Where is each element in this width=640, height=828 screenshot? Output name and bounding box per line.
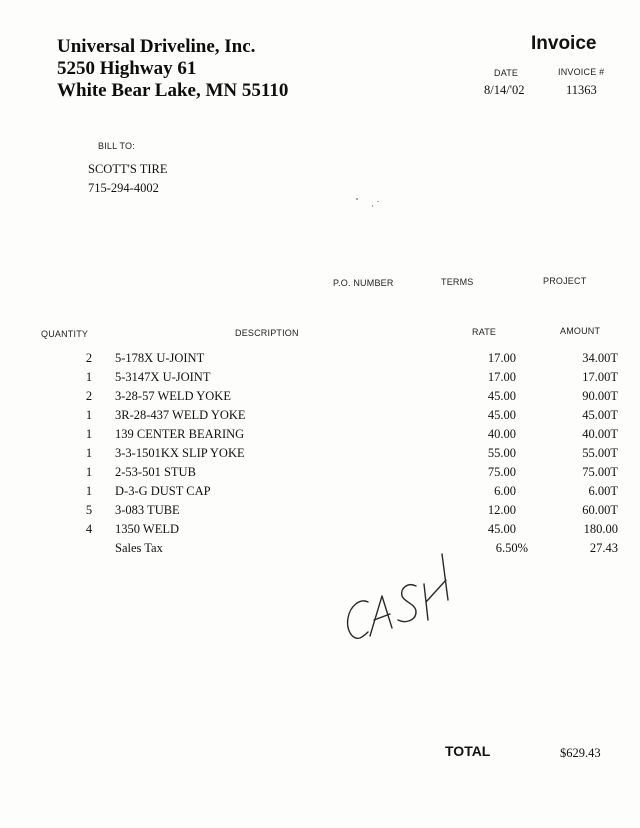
line-item-amount: 55.00T [582,446,618,460]
line-item-description: 3-3-1501KX SLIP YOKE [115,446,245,460]
line-item-rate: 6.00 [494,484,516,498]
line-item-description: 5-3147X U-JOINT [115,370,211,384]
line-item-qty: 2 [85,351,93,365]
line-item-qty: 4 [85,522,93,536]
line-item-rate: 45.00 [487,522,516,536]
line-item-qty: 1 [85,370,93,384]
line-item-row [0,446,640,465]
line-item-rate: 17.00 [487,370,516,384]
company-name: Universal Driveline, Inc. [57,36,256,57]
line-item-qty: 5 [85,503,93,517]
po-number-header: P.O. NUMBER [333,278,394,288]
line-item-description: 5-178X U-JOINT [115,351,205,365]
total-label: TOTAL [445,743,491,759]
line-item-qty: 2 [85,389,93,403]
invoice-number: 11363 [566,83,597,97]
line-item-description: 3-083 TUBE [115,503,180,517]
line-item-row [0,389,640,408]
line-item-rate: 17.00 [487,351,516,365]
line-item-description: 139 CENTER BEARING [115,427,245,441]
date-label: DATE [494,68,519,78]
invoice-date: 8/14/'02 [484,83,525,97]
project-header: PROJECT [543,276,587,286]
cash-letter-c [348,601,368,638]
line-item-rate: 40.00 [487,427,516,441]
handwritten-cash-note [330,540,470,650]
line-item-row [0,503,640,522]
sales-tax-amount: 27.43 [589,541,618,555]
scan-speck [372,205,373,207]
line-item-qty: 1 [85,446,93,460]
line-item-description: 1350 WELD [115,522,179,536]
line-item-row [0,408,640,427]
line-item-description: D-3-G DUST CAP [115,484,211,498]
line-item-rate: 45.00 [487,408,516,422]
bill-to-label: BILL TO: [98,141,135,151]
invoice-number-label: INVOICE # [558,67,605,77]
line-item-amount: 34.00T [582,351,618,365]
line-item-rate: 55.00 [487,446,516,460]
total-value: $629.43 [560,746,601,760]
amount-header: AMOUNT [560,326,601,336]
sales-tax-row [0,541,640,560]
scan-speck [377,201,379,202]
line-item-description: 3-28-57 WELD YOKE [115,389,231,403]
line-item-rate: 75.00 [487,465,516,479]
line-item-row [0,351,640,370]
line-item-row [0,427,640,446]
company-address-line1: 5250 Highway 61 [57,58,197,79]
line-item-amount: 75.00T [582,465,618,479]
line-item-amount: 40.00T [582,427,618,441]
line-item-row [0,370,640,389]
line-item-amount: 17.00T [582,370,618,384]
sales-tax-label: Sales Tax [115,541,163,555]
line-item-amount: 6.00T [588,484,618,498]
line-item-amount: 45.00T [582,408,618,422]
line-item-amount: 60.00T [582,503,618,517]
terms-header: TERMS [441,277,474,287]
line-item-qty: 1 [85,427,93,441]
invoice-title: Invoice [531,33,597,54]
scan-speck [356,198,358,200]
line-item-qty: 1 [85,408,93,422]
cash-letter-s [398,585,416,622]
line-item-rate: 12.00 [487,503,516,517]
company-address-line2: White Bear Lake, MN 55110 [57,80,289,101]
line-item-description: 2-53-501 STUB [115,465,196,479]
description-header: DESCRIPTION [235,328,299,338]
bill-to-name: SCOTT'S TIRE [88,162,168,176]
line-item-qty: 1 [85,484,93,498]
sales-tax-rate: 6.50% [495,541,528,555]
line-item-rate: 45.00 [487,389,516,403]
line-item-row [0,484,640,503]
rate-header: RATE [472,327,497,337]
line-item-qty: 1 [85,465,93,479]
cash-letter-a [370,596,392,636]
line-item-row [0,522,640,541]
line-item-description: 3R-28-437 WELD YOKE [115,408,246,422]
line-item-amount: 90.00T [582,389,618,403]
line-item-row [0,465,640,484]
line-item-amount: 180.00 [583,522,618,536]
bill-to-phone: 715-294-4002 [88,181,159,195]
quantity-header: QUANTITY [41,329,89,339]
